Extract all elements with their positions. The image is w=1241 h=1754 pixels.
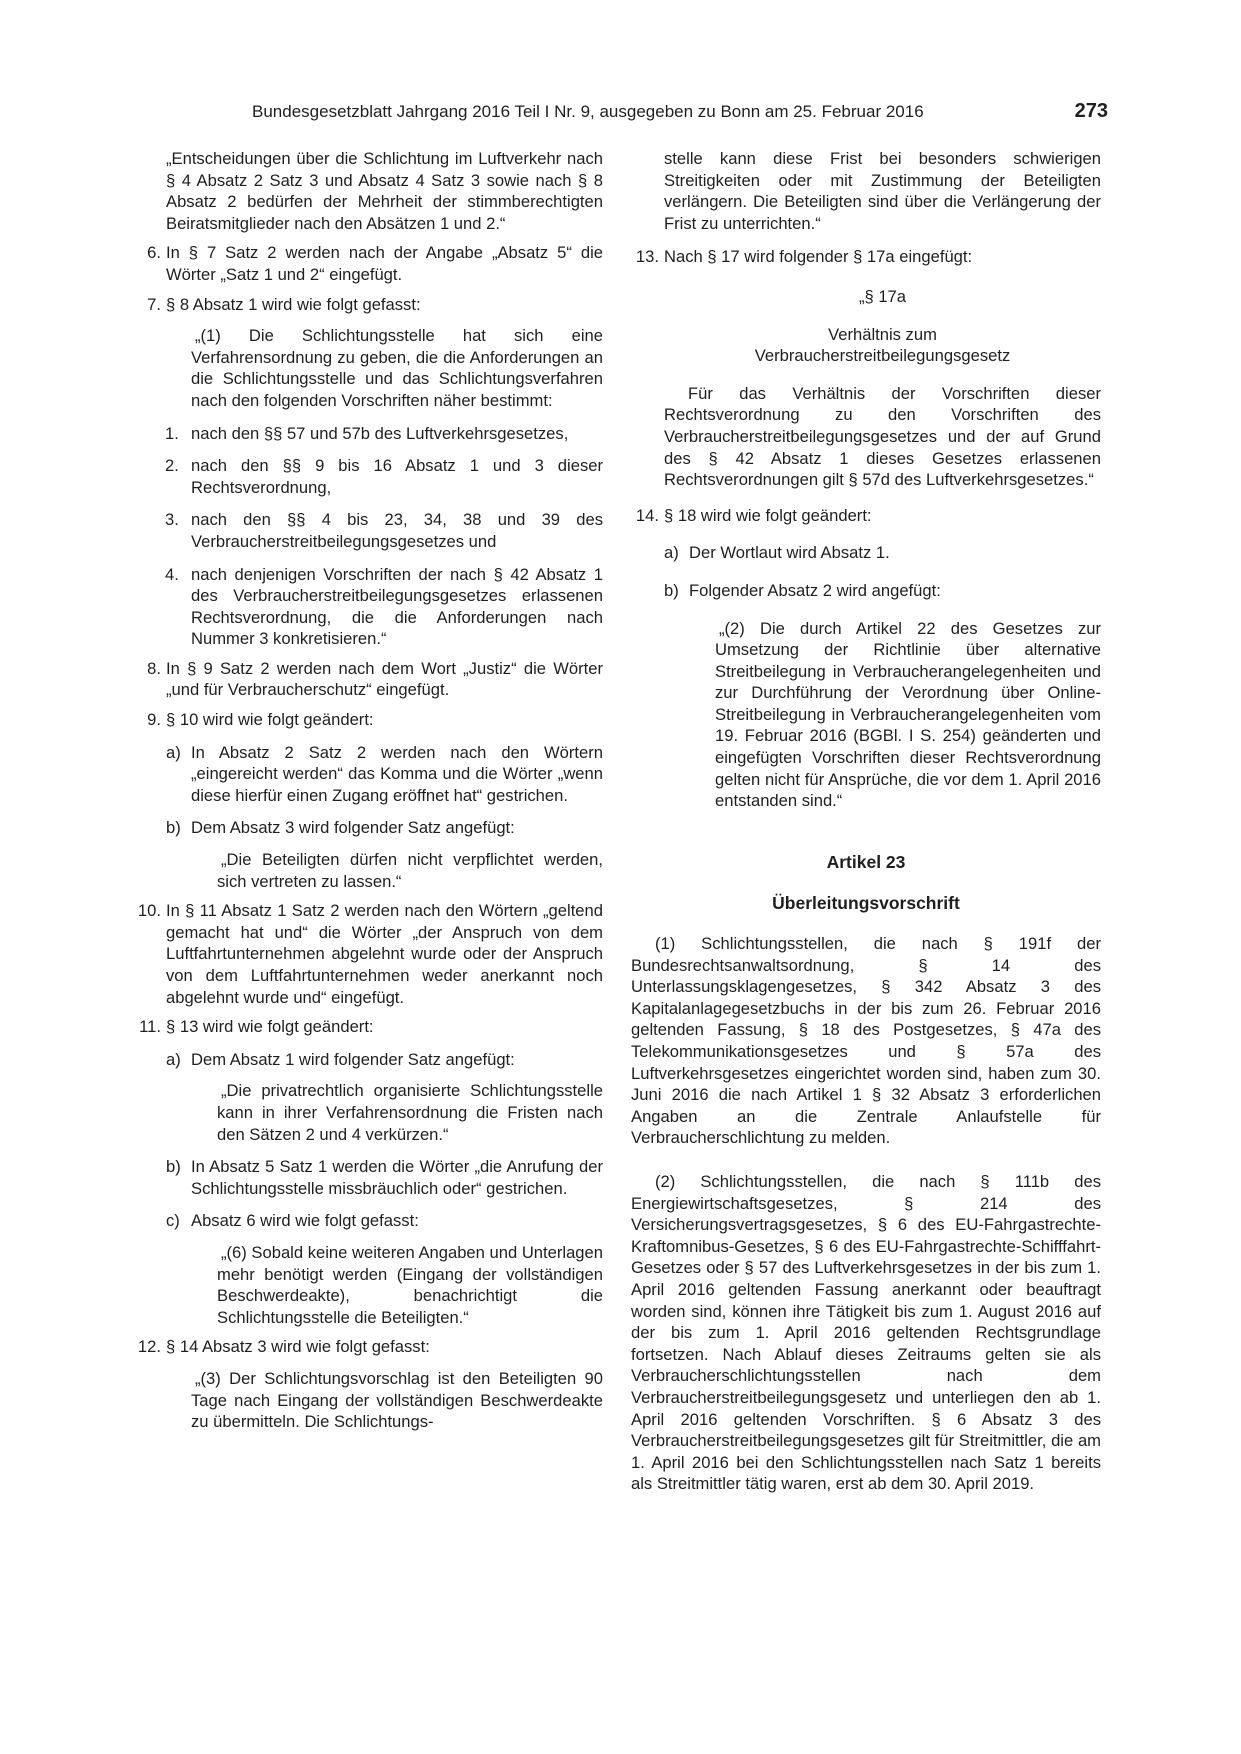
quoted-text: „(1) Die Schlichtungsstelle hat sich eine Verfahrensordnung zu geben, die die Anforderungen an die Schlichtungsstelle und das Schlichtungsverfahren nach den folgenden Vorschriften näher bestimmt: [191,326,603,410]
enum-number: 4. [165,564,179,584]
quoted-text: „(2) Die durch Artikel 22 des Gesetzes zur Umsetzung der Richtlinie über alternative Streitbeilegung in Verbraucherangelegenheiten und zur Durchführung der Verordnung über Online-Streitbeilegung in Verbraucherangelegenheiten vom 19. Februar 2016 (BGBl. I S. 254) geänderten und eingefügten Vorschriften dieser Rechtsverordnung gelten nicht für Ansprüche, die vor dem 1. April 2016 entstanden sind.“ [715,618,1101,811]
sub-item-b [133,1156,603,1199]
list-item-6 [133,242,603,285]
list-item-14 [631,505,1101,527]
sub-label: a) [166,1049,181,1069]
sub-text: In Absatz 5 Satz 1 werden die Wörter „die Anrufung der Schlichtungsstelle missbräuchlich oder“ gestrichen. [191,1157,603,1198]
enum-text: nach den §§ 9 bis 16 Absatz 1 und 3 dieser Rechtsverordnung, [191,456,603,497]
sub-item-b [631,580,1101,602]
article-paragraph-1: (1) Schlichtungsstellen, die nach § 191f der Bundesrechtsanwaltsordnung, § 14 des Unterlassungsklagengesetzes, § 342 Absatz 3 des Kapitalanlagegesetzbuchs in der bis zum 26. Februar 2016 geltenden Fassung, § 18 des Postgesetzes, § 47a des Telekommunikationsgesetzes und § 57a des Luftverkehrsgesetzes eingerichtet worden sind, haben zum 30. Juni 2016 die nach Artikel 1 § 32 Absatz 3 erforderlichen Angaben an die Zentrale Anlaufstelle für Verbraucherschlichtung zu melden. [631,934,1101,1148]
list-item-11 [133,1016,603,1038]
item-text: § 10 wird wie folgt geändert: [166,710,374,730]
quoted-text: „Die Beteiligten dürfen nicht verpflichtet werden, sich vertreten zu lassen.“ [217,850,603,891]
section-mark: „§ 17a [858,286,907,306]
enum-item [133,423,603,445]
enum-number: 1. [165,423,179,443]
quoted-text: „(6) Sobald keine weiteren Angaben und Unterlagen mehr benötigt werden (Eingang der vollständigen Beschwerdeakte), benachrichtigt die Schlichtungsstelle die Beteiligten.“ [217,1242,603,1327]
enum-number: 2. [165,456,179,476]
list-item-8 [133,658,603,701]
item-number: 6. [147,243,161,263]
enum-text: nach den §§ 57 und 57b des Luftverkehrsgesetzes, [191,423,569,443]
sub-text: Dem Absatz 3 wird folgender Satz angefügt: [191,818,515,838]
item-number: 11. [139,1017,161,1037]
item-number: 12. [137,1337,161,1357]
item-text: Nach § 17 wird folgender § 17a eingefügt: [664,247,973,267]
item-text: In § 7 Satz 2 werden nach der Angabe „Absatz 5“ die Wörter „Satz 1 und 2“ eingefügt. [166,243,603,284]
sub-item-c [133,1210,603,1232]
sub-item-a [631,542,1101,564]
article-heading: Artikel 23 [826,851,906,872]
section-body: Für das Verhältnis der Vorschriften dieser Rechtsverordnung zu den Vorschriften des Verbraucherstreitbeilegungsgesetzes und der auf Grund des § 42 Absatz 1 dieses Gesetzes erlassenen Rechtsverordnungen gilt § 57d des Luftverkehrsgesetzes.“ [664,383,1101,490]
list-item-7 [133,294,603,316]
quoted-text: „Die privatrechtlich organisierte Schlichtungsstelle kann in ihrer Verfahrensordnung die Fristen nach den Sätzen 2 und 4 verkürzen.“ [217,1081,603,1144]
item-number: 10. [137,901,161,921]
continuation-text: stelle kann diese Frist bei besonders schwierigen Streitigkeiten oder mit Zustimmung der Beteiligten verlängern. Die Beteiligten sind über die Verlängerung der Frist zu unterrichten.“ [664,149,1101,233]
item-text: § 13 wird wie folgt geändert: [166,1017,374,1037]
item-number: 9. [147,710,161,730]
sub-text: Dem Absatz 1 wird folgender Satz angefügt: [191,1049,515,1069]
right-column [631,148,1101,1495]
sub-label: b) [166,818,181,838]
item-text: § 14 Absatz 3 wird wie folgt gefasst: [166,1337,430,1357]
sub-text: Absatz 6 wird wie folgt gefasst: [191,1211,419,1231]
enum-item [133,564,603,650]
item-number: 14. [635,505,659,525]
article-title: Überleitungsvorschrift [772,893,960,914]
item-number: 8. [147,658,161,678]
list-item-10 [133,900,603,1008]
section-title-line-2: Verbraucherstreitbeilegungsgesetz [754,346,1011,366]
list-item-13 [631,246,1101,268]
item-number: 7. [147,294,161,314]
enum-text: nach den §§ 4 bis 23, 34, 38 und 39 des Verbraucherstreitbeilegungsgesetzes und [191,510,603,551]
item-text: § 18 wird wie folgt geändert: [664,505,872,525]
item-text: § 8 Absatz 1 wird wie folgt gefasst: [166,294,421,314]
sub-item-a [133,742,603,807]
enum-text: nach denjenigen Vorschriften der nach § 42 Absatz 1 des Verbraucherstreitbeilegungsgesetzes erlassenen Rechtsverordnung, die die Anforderungen nach Nummer 3 konkretisieren.“ [191,564,603,649]
item-text: In § 11 Absatz 1 Satz 2 werden nach den Wörtern „geltend gemacht hat und“ die Wörter „der Anspruch von dem Luftfahrtunternehmen abgelehnt wurde oder der Anspruch von dem Luftfahrtunternehmen weder anerkannt noch abgelehnt wurde und“ eingefügt. [166,901,603,1007]
page-number: 273 [1074,100,1108,122]
list-item-12 [133,1336,603,1358]
sub-label: b) [664,580,679,600]
sub-label: b) [166,1157,181,1177]
sub-label: a) [166,742,181,762]
left-column [133,148,603,1433]
enum-item [133,455,603,498]
sub-text: Folgender Absatz 2 wird angefügt: [689,580,941,600]
enum-number: 3. [165,510,179,530]
running-title: Bundesgesetzblatt Jahrgang 2016 Teil I Nr. 9, ausgegeben zu Bonn am 25. Februar 2016 [252,102,924,121]
item-text: In § 9 Satz 2 werden nach dem Wort „Justiz“ die Wörter „und für Verbraucherschutz“ eingefügt. [166,658,603,700]
sub-label: a) [664,543,679,563]
item-number: 13. [635,247,659,267]
sub-text: Der Wortlaut wird Absatz 1. [689,543,890,563]
list-item-9 [133,709,603,731]
article-paragraph-2: (2) Schlichtungsstellen, die nach § 111b des Energiewirtschaftsgesetzes, § 214 des Versicherungsvertragsgesetzes, § 6 des EU-Fahrgastrechte-Kraftomnibus-Gesetzes, § 6 des EU-Fahrgastrechte-Schifffahrt-Gesetzes oder § 57 des Luftverkehrsgesetzes in der bis zum 1. April 2016 geltenden Fassung anerkannt oder beauftragt worden sind, können ihre Tätigkeit bis zum 1. August 2016 auf der bis zum 1. April 2016 geltenden Rechtsgrundlage fortsetzen. Nach Ablauf dieses Zeitraums gelten sie als Verbraucherschlichtungsstellen nach dem Verbraucherstreitbeilegungsgesetz und unterliegen den ab 1. April 2016 geltenden Vorschriften. § 6 Absatz 3 des Verbraucherstreitbeilegungsgesetzes gilt für Streitmittler, die am 1. April 2016 bei den Schlichtungsstellen nach Satz 1 bereits als Streitmittler tätig waren, erst ab dem 30. April 2019. [631,1171,1101,1494]
section-title-line-1: Verhältnis zum [828,324,937,344]
sub-text: In Absatz 2 Satz 2 werden nach den Wörtern „eingereicht werden“ das Komma und die Wörter „wenn diese hierfür einen Zugang eröffnet hat“ gestrichen. [191,742,603,805]
sub-item-a [133,1049,603,1071]
sub-item-b [133,817,603,839]
page-header [252,100,1108,126]
enum-item [133,509,603,552]
sub-label: c) [166,1211,180,1231]
quoted-text: „(3) Der Schlichtungsvorschlag ist den Beteiligten 90 Tage nach Eingang der vollständigen Beschwerdeakte zu übermitteln. Die Schlichtungs- [191,1368,603,1432]
intro-quote: „Entscheidungen über die Schlichtung im Luftverkehr nach § 4 Absatz 2 Satz 3 und Absatz 4 Satz 3 sowie nach § 8 Absatz 2 bedürfen der Mehrheit der stimmberechtigten Beiratsmitglieder nach den Absätzen 1 und 2.“ [166,149,603,233]
